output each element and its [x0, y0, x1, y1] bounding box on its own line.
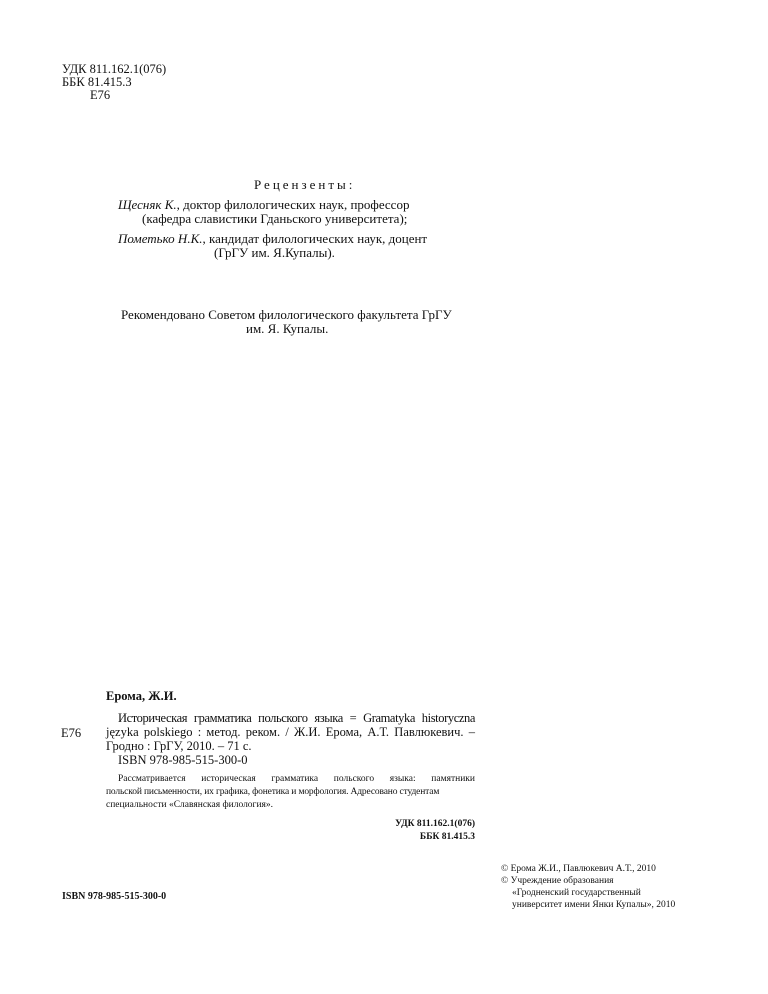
- recommendation-line2: им. Я. Купалы.: [246, 321, 329, 336]
- reviewer-1-affiliation: (кафедра славистики Гданьского университета);: [142, 211, 408, 226]
- abstract-line1: Рассматривается историческая грамматика польского языка: памятники: [118, 774, 475, 784]
- catalog-title-line3: Гродно : ГрГУ, 2010. – 71 с.: [106, 739, 252, 753]
- udk-code: УДК 811.162.1(076): [62, 62, 167, 76]
- catalog-udk: УДК 811.162.1(076): [395, 819, 475, 829]
- copyright-line4: университет имени Янки Купалы», 2010: [512, 900, 676, 910]
- copyright-line3: «Гродненский государственный: [512, 888, 641, 898]
- reviewers-heading: Рецензенты:: [254, 177, 356, 192]
- catalog-bbk: ББК 81.415.3: [419, 832, 475, 842]
- reviewer-1-degree: , доктор филологических наук, профессор: [176, 197, 410, 212]
- reviewer-1-line1: [118, 197, 409, 212]
- reviewer-2-line1: [118, 231, 427, 246]
- footer-isbn: ISBN 978-985-515-300-0: [62, 891, 167, 902]
- catalog-title-line1: Историческая грамматика польского языка = Gramatyka historyczna: [118, 711, 475, 725]
- catalog-isbn: ISBN 978-985-515-300-0: [118, 753, 248, 767]
- reviewer-1-name: Щесняк К.: [118, 197, 177, 212]
- copyright-line2: © Учреждение образования: [501, 876, 614, 886]
- reviewer-2-name: Пометько Н.К.: [118, 231, 203, 246]
- reviewer-2-degree: , кандидат филологических наук, доцент: [202, 231, 428, 246]
- bbk-code: ББК 81.415.3: [62, 75, 132, 89]
- catalog-title-line2: języka polskiego : метод. реком. / Ж.И. Ерома, А.Т. Павлюкевич. –: [106, 725, 475, 739]
- reviewer-2-affiliation: (ГрГУ им. Я.Купалы).: [214, 245, 335, 260]
- abstract-line3: специальности «Славянская филология».: [106, 800, 274, 810]
- catalog-author: Ерома, Ж.И.: [106, 689, 177, 703]
- copyright-line1: © Ерома Ж.И., Павлюкевич А.Т., 2010: [501, 864, 656, 874]
- abstract-line2: польской письменности, их графика, фонетика и морфология. Адресовано студентам: [106, 787, 440, 797]
- catalog-author-sign: Е76: [61, 726, 82, 740]
- recommendation-line1: Рекомендовано Советом филологического факультета ГрГУ: [121, 307, 452, 322]
- author-sign: Е76: [90, 88, 111, 102]
